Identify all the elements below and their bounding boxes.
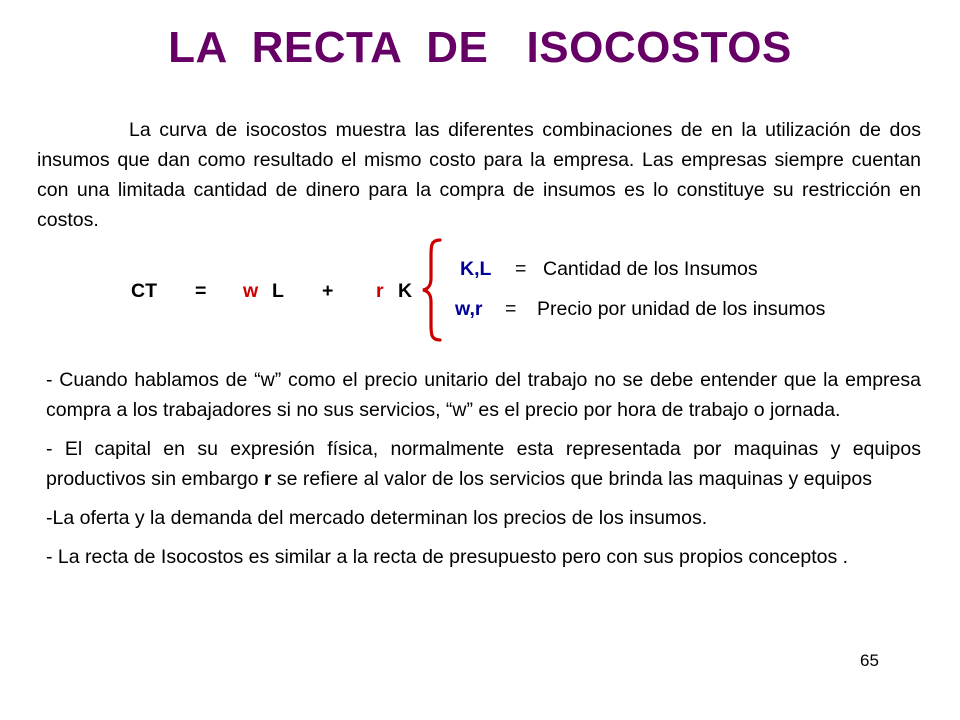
- list-item: -La oferta y la demanda del mercado determinan los precios de los insumos.: [46, 507, 708, 529]
- equation-ct: CT: [131, 280, 157, 302]
- definition-sep-kl: =: [515, 258, 527, 280]
- equation-l: L: [272, 280, 284, 302]
- definition-label-wr: w,r: [455, 298, 483, 320]
- equation-w: w: [243, 280, 259, 302]
- definition-sep-wr: =: [505, 298, 517, 320]
- equation-plus: +: [322, 280, 334, 302]
- equation-k: K: [398, 280, 413, 302]
- list-item: - Cuando hablamos de “w” como el precio unitario del trabajo no se debe entender que la empresa compra a los trabajadores si no sus servicios, “w” es el precio por hora de trabajo o jornada.: [46, 369, 921, 421]
- page-number: 65: [860, 651, 879, 670]
- equation-r: r: [376, 280, 384, 302]
- list-item: - El capital en su expresión física, normalmente esta representada por maquinas y equipos productivos sin embargo r se refiere al valor de los servicios que brinda las maquinas y equipos: [46, 438, 921, 490]
- equation-equals: =: [195, 280, 207, 302]
- curly-brace-icon: [420, 238, 444, 342]
- definition-text-kl: Cantidad de los Insumos: [543, 258, 758, 280]
- intro-paragraph: La curva de isocostos muestra las diferentes combinaciones de en la utilización de dos insumos que dan como resultado el mismo costo para la empresa. Las empresas siempre cuentan con una limitada cantidad de dinero para la compra de insumos es lo constituye su restricción en costos.: [37, 119, 921, 231]
- variable-r: r: [263, 468, 272, 490]
- notes-list: [46, 365, 921, 581]
- definition-text-wr: Precio por unidad de los insumos: [537, 298, 826, 320]
- slide-title: LA RECTA DE ISOCOSTOS: [168, 23, 792, 72]
- definition-label-kl: K,L: [460, 258, 492, 280]
- list-item: - La recta de Isocostos es similar a la recta de presupuesto pero con sus propios conceptos .: [46, 546, 849, 568]
